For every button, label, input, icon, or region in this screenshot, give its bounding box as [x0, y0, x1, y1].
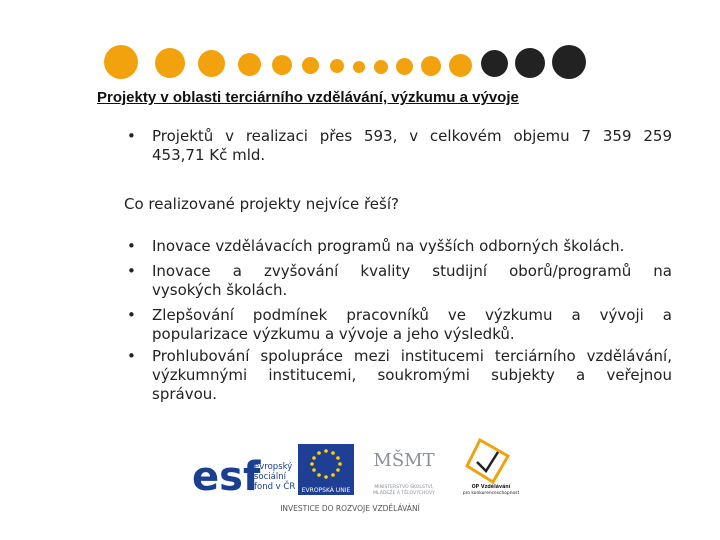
list-item-line: Prohlubování spolupráce mezi institucemi terciárního vzdělávání, — [152, 347, 672, 365]
dot-orange-12 — [449, 54, 472, 77]
msmt-mark: MŠMT — [373, 450, 435, 471]
dot-orange-8 — [353, 61, 365, 73]
esf-mark: esf — [192, 454, 261, 500]
decorative-dot-row — [0, 0, 720, 90]
stat-text — [152, 127, 672, 165]
bullet-marker: • — [127, 306, 136, 324]
bullet-marker: • — [127, 347, 136, 365]
list-item — [152, 262, 672, 300]
page-title: Projekty v oblasti terciárního vzdělávání, výzkumu a vývoje — [97, 89, 519, 106]
esf-text-1: evropský — [254, 462, 293, 472]
dot-orange-11 — [421, 56, 441, 76]
bullet-marker: • — [127, 262, 136, 280]
dot-orange-3 — [198, 50, 225, 77]
bullet-marker: • — [127, 127, 136, 145]
list-item-line: Inovace vzdělávacích programů na vyšších odborných školách. — [152, 237, 625, 255]
dot-orange-5 — [272, 55, 292, 75]
esf-text-2: sociální — [254, 472, 286, 482]
dot-dark-3 — [552, 45, 586, 79]
dot-orange-6 — [302, 57, 319, 74]
list-item — [152, 347, 672, 404]
logo-strip — [190, 438, 530, 516]
list-item-line: správou. — [152, 385, 218, 403]
esf-text-3: fond v ČR — [254, 482, 296, 492]
op-logo — [463, 440, 520, 496]
list-item-line: Zlepšování podmínek pracovníků ve výzkumu a vývoji a — [152, 306, 672, 324]
dot-orange-4 — [238, 53, 261, 76]
list-item-line: popularizace výzkumu a vývoje a jeho výsledků. — [152, 325, 515, 343]
list-item-line: vysokých školách. — [152, 281, 288, 299]
question-text: Co realizované projekty nejvíce řeší? — [124, 195, 399, 213]
stat-line-2: 453,71 Kč mld. — [152, 146, 266, 164]
op-check-icon — [477, 452, 498, 471]
list-item-line: Inovace a zvyšování kvality studijní oborů/programů na — [152, 262, 672, 280]
esf-logo — [192, 454, 295, 500]
dot-orange-2 — [155, 48, 185, 78]
eu-text: EVROPSKÁ UNIE — [301, 487, 351, 494]
tagline: INVESTICE DO ROZVOJE VZDĚLÁVÁNÍ — [280, 504, 420, 513]
op-text-2: pro konkurenceschopnost — [462, 491, 520, 496]
op-mark — [467, 440, 508, 482]
list-item — [152, 306, 672, 344]
dot-orange-9 — [374, 60, 388, 74]
dot-orange-10 — [396, 58, 413, 75]
dot-orange-7 — [330, 59, 344, 73]
list-item — [152, 237, 672, 256]
op-text-1: OP Vzdělávání — [471, 485, 511, 490]
msmt-text-2: MLÁDEŽE A TĚLOVÝCHOVY — [373, 491, 435, 496]
stat-line-1: Projektů v realizaci přes 593, v celkovém objemu 7 359 259 — [152, 127, 672, 145]
bullet-marker: • — [127, 237, 136, 255]
dot-orange-1 — [104, 45, 138, 79]
dot-dark-2 — [515, 48, 545, 78]
eu-flag-logo — [298, 444, 354, 495]
list-item-line: výzkumnými institucemi, soukromými subjekty a veřejnou — [152, 366, 672, 384]
msmt-logo — [373, 448, 435, 496]
msmt-text-1: MINISTERSTVO ŠKOLSTVÍ, — [374, 485, 434, 490]
dot-dark-1 — [481, 50, 508, 77]
